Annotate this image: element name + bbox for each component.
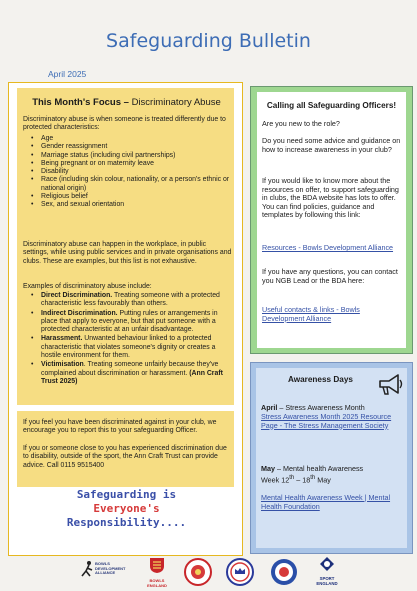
example-text: . Treating someone unfairly because they've complained about discrimination or harassment.	[41, 361, 219, 377]
example-text: Unwanted behaviour linked to a protected characteristic that violates someone's dignity or creates a hostile environment for them.	[41, 335, 216, 360]
examples-intro: Examples of discriminatory abuse include:	[23, 283, 152, 290]
logos-row	[80, 556, 410, 589]
may-text: – Mental health Awareness	[274, 464, 364, 473]
focus-title	[17, 97, 236, 108]
focus-title-topic: Discriminatory Abuse	[131, 97, 221, 108]
week-text: May	[315, 475, 331, 485]
awareness-inner	[256, 368, 407, 548]
red-rose-badge	[184, 558, 212, 591]
sport-england-text: ENGLAND	[316, 580, 338, 586]
bulletin-title: Safeguarding Bulletin	[106, 30, 311, 52]
example-term: Victimisation	[41, 361, 84, 369]
bulletin-date: April 2025	[48, 69, 87, 79]
may-label: May	[261, 464, 275, 473]
may-line	[261, 465, 401, 474]
ordinal: th	[289, 475, 295, 481]
federation-badge	[270, 558, 298, 591]
bda-line: BOWLS	[95, 561, 110, 566]
crown-green-badge	[226, 558, 254, 591]
disability-text: If you or someone close to you has experienced discrimination due to disability, outside of the sport, the Ann Craft Trust can provide advice. Call 0115 9515400	[23, 445, 227, 469]
calling-q1: Are you new to the role?	[262, 119, 340, 128]
calling-q2: Do you need some advice and guidance on how to increase awareness in your club?	[262, 136, 401, 154]
federation-icon	[270, 558, 298, 586]
bda-line: DEVELOPMENT	[95, 565, 126, 571]
focus-panel	[8, 82, 243, 556]
stress-link[interactable]: Stress Awareness Month 2025 Resource Page - The Stress Management Society	[261, 412, 392, 430]
characteristics-list	[23, 135, 233, 210]
calling-p1: If you would like to know more about the resources on offer, to support safeguarding in clubs, the BDA website has lots to offer. You can find policies, guidance and templates by following this link:	[262, 176, 399, 220]
example-text: Treating someone with a protected characteristic less favourably than others.	[41, 292, 220, 308]
list-item: • Gender reassignment	[23, 143, 233, 151]
report-text: If you feel you have been discriminated against in your club, we encourage you to report this to your safeguarding Officer.	[23, 419, 217, 435]
focus-intro: Discriminatory abuse is when someone is treated differently due to protected characteristics:	[23, 116, 226, 132]
bowler-icon	[80, 560, 94, 578]
example-term: Direct Discrimination.	[41, 292, 113, 299]
mental-health-link[interactable]: Mental Health Awareness Week | Mental Health Foundation	[261, 493, 391, 511]
slogan-word: is	[162, 488, 177, 501]
bowls-england-text: BOWLS ENGLAND	[147, 578, 167, 588]
list-item: • Religious belief	[23, 193, 233, 201]
ordinal: th	[310, 475, 316, 481]
sport-england-logo	[314, 556, 340, 587]
calling-title: Calling all Safeguarding Officers!	[266, 101, 397, 110]
slogan-word: Everyone's	[93, 502, 160, 515]
april-label: April	[261, 403, 278, 412]
contacts-link[interactable]: Useful contacts & links - Bowls Development Alliance	[262, 305, 360, 323]
awareness-title: Awareness Days	[288, 375, 353, 384]
sport-england-icon	[319, 556, 335, 572]
citation: (Ann Craft Trust 2025)	[41, 369, 223, 385]
list-item	[23, 310, 233, 335]
lions-crest-icon	[148, 556, 166, 574]
example-term: Harassment.	[41, 335, 83, 343]
megaphone-icon	[375, 370, 405, 398]
crown-icon	[226, 558, 254, 586]
example-term: Indirect Discrimination.	[41, 309, 118, 317]
week-text: Week 12	[261, 475, 290, 485]
slogan-word: Safeguarding	[76, 488, 157, 501]
sport-england-text: SPORT	[319, 576, 335, 581]
focus-title-lead: This Month's Focus –	[32, 97, 132, 108]
bowls-england-logo	[144, 556, 170, 588]
calling-panel	[250, 86, 413, 354]
list-item: • Disability	[23, 168, 233, 176]
list-item: • Sex, and sexual orientation	[23, 201, 233, 209]
bda-line: ALLIANCE	[95, 570, 116, 576]
list-item	[23, 292, 233, 309]
slogan	[17, 488, 236, 530]
awareness-panel	[250, 362, 413, 554]
list-item: • Being pregnant or on maternity leave	[23, 160, 233, 168]
calling-inner	[257, 92, 406, 348]
slogan-word: Responsibility....	[66, 516, 187, 529]
calling-p2: If you have any questions, you can contact you NGB Lead or the BDA here:	[262, 267, 398, 285]
example-text: Putting rules or arrangements in place that apply to everyone, but that put someone with a protected characteristic at an unfair disadvantage.	[41, 309, 218, 334]
april-text: – Stress Awareness Month	[277, 403, 365, 412]
list-item	[23, 361, 233, 386]
list-item: • Race (including skin colour, nationality, or a person's ethnic or national origin)	[23, 176, 233, 193]
rose-icon	[184, 558, 212, 586]
resources-link[interactable]: Resources - Bowls Development Alliance	[262, 243, 394, 252]
list-item	[23, 335, 233, 360]
may-week	[261, 474, 401, 485]
week-text: – 18	[294, 475, 311, 485]
list-item: • Age	[23, 135, 233, 143]
examples-list	[23, 292, 233, 387]
focus-paragraph: Discriminatory abuse can happen in the workplace, in public settings, while using public services and in private organisations and clubs. These are examples, but this list is not exhaustive.	[23, 241, 232, 265]
list-item: • Marriage status (including civil partnerships)	[23, 152, 233, 160]
